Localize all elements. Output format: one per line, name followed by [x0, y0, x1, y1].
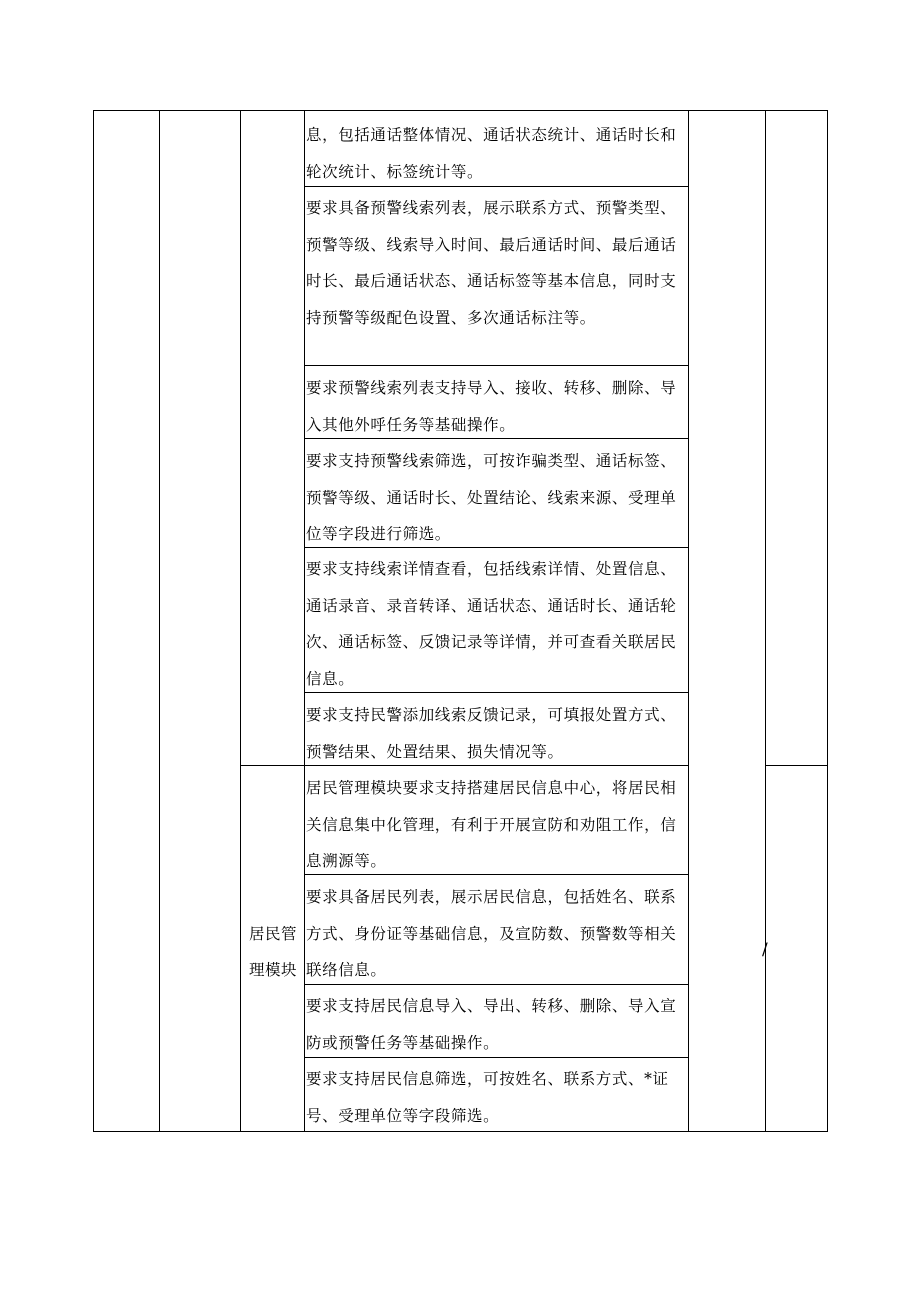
requirement-cell: 要求支持居民信息筛选，可按姓名、联系方式、*证号、受理单位等字段筛选。 — [306, 1070, 669, 1125]
module-name-line: 居民管 — [248, 925, 297, 943]
table-right-border — [827, 110, 828, 1132]
column-divider — [688, 110, 689, 1132]
requirement-cell: 息，包括通话整体情况、通话状态统计、通话时长和轮次统计、标签统计等。 — [306, 126, 677, 181]
table-left-border — [93, 110, 94, 1132]
slash-mark: / — [762, 940, 768, 960]
module-name-line: 理模块 — [248, 961, 297, 979]
column-divider — [304, 110, 305, 1132]
requirement-cell: 要求具备预警线索列表，展示联系方式、预警类型、预警等级、线索导入时间、最后通话时间、最后通话时长、最后通话状态、通话标签等基本信息，同时支持预警等级配色设置、多次通话标注等。 — [306, 199, 677, 327]
requirement-cell: 居民管理模块要求支持搭建居民信息中心，将居民相关信息集中化管理，有利于开展宣防和劝阻工作，信息溯源等。 — [306, 779, 677, 870]
requirement-cell: 要求支持民警添加线索反馈记录，可填报处置方式、预警结果、处置结果、损失情况等。 — [306, 706, 677, 761]
row-divider — [304, 365, 688, 366]
column-divider — [765, 110, 766, 1132]
requirement-cell: 要求支持预警线索筛选，可按诈骗类型、通话标签、预警等级、通话时长、处置结论、线索来源、受理单位等字段进行筛选。 — [306, 452, 677, 543]
column-divider — [240, 110, 241, 1132]
module-divider — [765, 765, 827, 766]
requirement-cell: 要求预警线索列表支持导入、接收、转移、删除、导入其他外呼任务等基础操作。 — [306, 379, 677, 434]
requirement-cell: 要求支持居民信息导入、导出、转移、删除、导入宣防或预警任务等基础操作。 — [306, 997, 677, 1052]
table-top-border — [93, 110, 828, 111]
column-divider — [159, 110, 160, 1132]
module-name-cell — [242, 916, 304, 988]
requirement-cell: 要求支持线索详情查看，包括线索详情、处置信息、通话录音、录音转译、通话状态、通话时长、通话轮次、通话标签、反馈记录等详情，并可查看关联居民信息。 — [306, 560, 677, 688]
requirement-cell: 要求具备居民列表，展示居民信息，包括姓名、联系方式、身份证等基础信息，及宣防数、预警数等相关联络信息。 — [306, 888, 677, 979]
